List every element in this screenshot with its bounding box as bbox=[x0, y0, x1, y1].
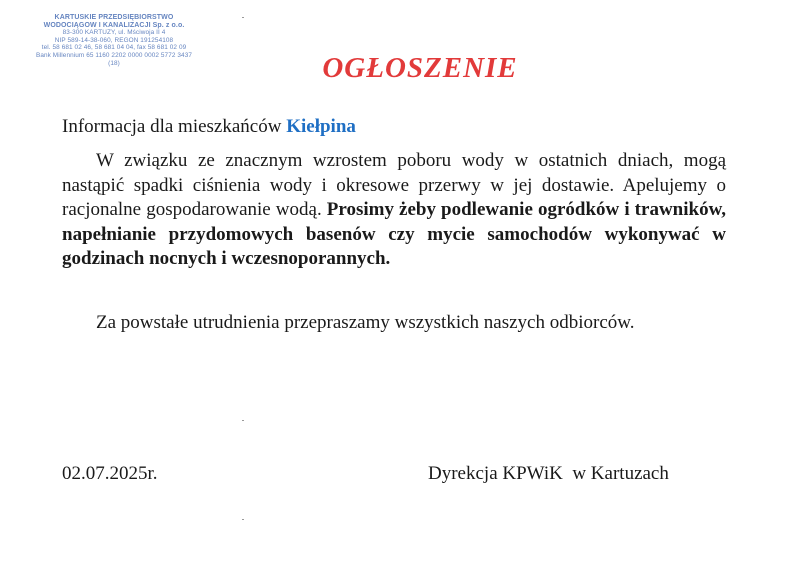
scan-speck bbox=[242, 17, 244, 18]
stamp-line: WODOCIĄGÓW I KANALIZACJI Sp. z o.o. bbox=[43, 21, 185, 29]
paragraph-bold-request: Prosimy żeby podlewanie ogródków i trawników, napełnianie przydomowych basenów czy mycie samochodów wykonywać w godzinach nocnych i wczesnoporannych. bbox=[62, 199, 726, 269]
stamp-line: 83-300 KARTUZY, ul. Mściwoja II 4 bbox=[62, 29, 166, 37]
apology-paragraph: Za powstałe utrudnienia przepraszamy wszystkich naszych odbiorców. bbox=[96, 312, 635, 333]
town-name: Kiełpina bbox=[286, 116, 356, 137]
stamp-line: (18) bbox=[108, 59, 120, 67]
stamp-line: KARTUSKIE PRZEDSIĘBIORSTWO bbox=[54, 14, 174, 21]
stamp-line: Bank Millennium 65 1160 2202 0000 0002 5772 3437 bbox=[35, 51, 193, 59]
announcement-title: OGŁOSZENIE bbox=[322, 52, 518, 84]
signature: Dyrekcja KPWiK w Kartuzach bbox=[428, 463, 669, 484]
document-date: 02.07.2025r. bbox=[62, 463, 158, 484]
paragraph-text: W związku ze znacznym wzrostem poboru wody w ostatnich dniach, mogą nastąpić spadki ciśnienia wody i okresowe przerwy w jej dostawie. Apelujemy o racjonalne gospodarowanie wodą. bbox=[62, 150, 726, 220]
stamp-line: NIP 589-14-38-060, REGON 191254108 bbox=[54, 36, 174, 44]
scan-speck bbox=[242, 420, 244, 421]
info-line bbox=[62, 116, 356, 138]
main-paragraph bbox=[62, 149, 726, 272]
scan-speck bbox=[242, 519, 244, 520]
info-prefix: Informacja dla mieszkańców bbox=[62, 116, 287, 137]
stamp-line: tel. 58 681 02 46, 58 681 04 04, fax 58 681 02 09 bbox=[41, 44, 187, 52]
